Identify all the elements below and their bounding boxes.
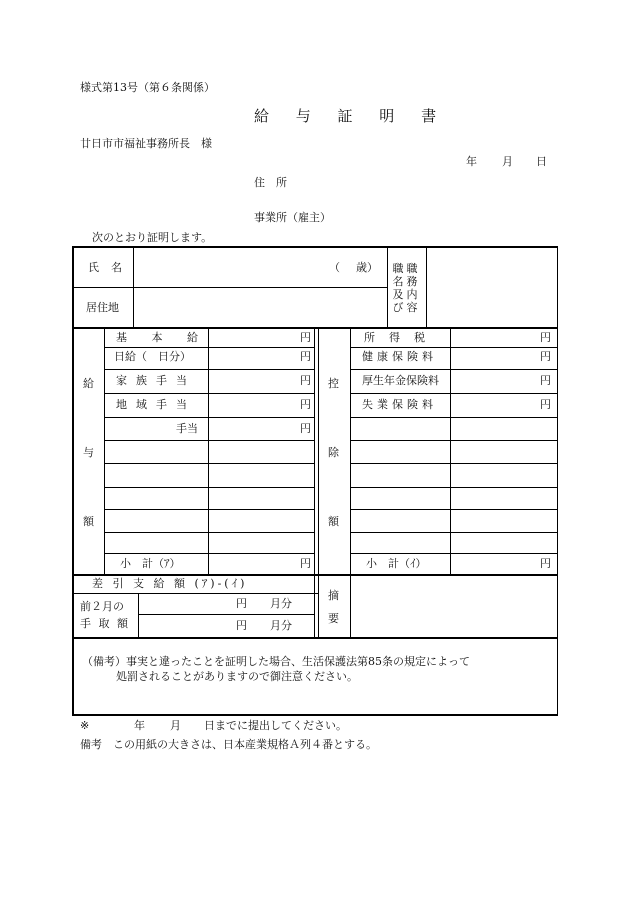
deduction-unit-2: 円 [540,350,551,363]
income-subtotal-label: 小 計（ｱ） [120,557,181,570]
deduction-subtotal-label: 小 計（ｲ） [366,557,427,570]
prev-month-unit-2: 月分 [270,619,292,632]
income-unit-5: 円 [300,422,311,435]
prev-takehome-label-1: 前２月の [80,600,124,613]
deduction-side-label-2: 除 [328,446,339,459]
deduction-unit-1: 円 [540,331,551,344]
addressee: 廿日市市福祉事務所長 様 [80,137,212,150]
income-row-allowance-label: 手当 [176,422,198,435]
age-label: 歳） [356,261,378,274]
deadline-mark: ※ [80,719,90,732]
deduction-side-label-3: 額 [328,515,339,528]
deadline-month: 月 [170,719,181,732]
deduction-subtotal-unit: 円 [540,557,551,570]
prev-month-unit-1: 月分 [270,597,292,610]
paper-size-note: 備考 この用紙の大きさは、日本産業規格Ａ列４番とする。 [80,738,377,751]
income-unit-2: 円 [300,350,311,363]
deduction-row-health-label: 健康保険料 [362,350,437,363]
prev-amount-unit-1: 円 [236,597,247,610]
income-unit-4: 円 [300,398,311,411]
deduction-side-label-1: 控 [328,377,339,390]
prev-takehome-label-2: 手 取 額 [80,617,130,630]
income-unit-1: 円 [300,331,311,344]
income-row-daily-label: 日給（ 日分） [114,350,191,363]
address-label: 住 所 [254,176,287,189]
residence-label: 居住地 [86,301,119,314]
job-label-col1: 職 務 内 容 [406,262,418,314]
job-label-col2: 職 名 及 び [392,262,404,314]
deduction-row-pension-label: 厚生年金保険料 [362,374,439,387]
remarks-label-1: 摘 [328,589,339,602]
age-open-paren: （ [329,261,340,274]
name-label-1: 氏 [88,261,99,274]
deduction-unit-3: 円 [540,374,551,387]
income-unit-3: 円 [300,374,311,387]
note-line-2: 処罰されることがありますので御注意ください。 [116,670,358,683]
income-row-regional-label: 地域手当 [116,398,196,411]
document-title: 給 与 証 明 書 [254,107,448,125]
deduction-unit-4: 円 [540,398,551,411]
employer-label: 事業所（雇主） [254,211,331,224]
date-day: 日 [536,155,547,168]
form-number: 様式第13号（第６条関係） [80,81,215,94]
income-subtotal-unit: 円 [300,557,311,570]
income-side-label-2: 与 [83,446,94,459]
date-month: 月 [502,155,513,168]
deadline-year: 年 [134,719,145,732]
name-label-2: 名 [111,261,122,274]
income-row-family-label: 家族手当 [116,374,196,387]
intro-text: 次のとおり証明します。 [92,231,213,244]
deduction-row-unemployment-label: 失業保険料 [362,398,437,411]
net-pay-label: 差 引 支 給 額 (ｱ)-(ｲ) [92,577,248,590]
remarks-label-2: 要 [328,612,339,625]
date-year: 年 [466,155,477,168]
income-side-label-1: 給 [83,377,94,390]
deduction-row-income-tax-label: 所得税 [364,331,439,344]
note-line-1: （備考）事実と違ったことを証明した場合、生活保護法第85条の規定によって [82,655,470,668]
income-row-basic-label: 基 本 給 [116,331,198,344]
deadline-text: 日までに提出してください。 [204,719,347,732]
prev-amount-unit-2: 円 [236,619,247,632]
income-side-label-3: 額 [83,515,94,528]
